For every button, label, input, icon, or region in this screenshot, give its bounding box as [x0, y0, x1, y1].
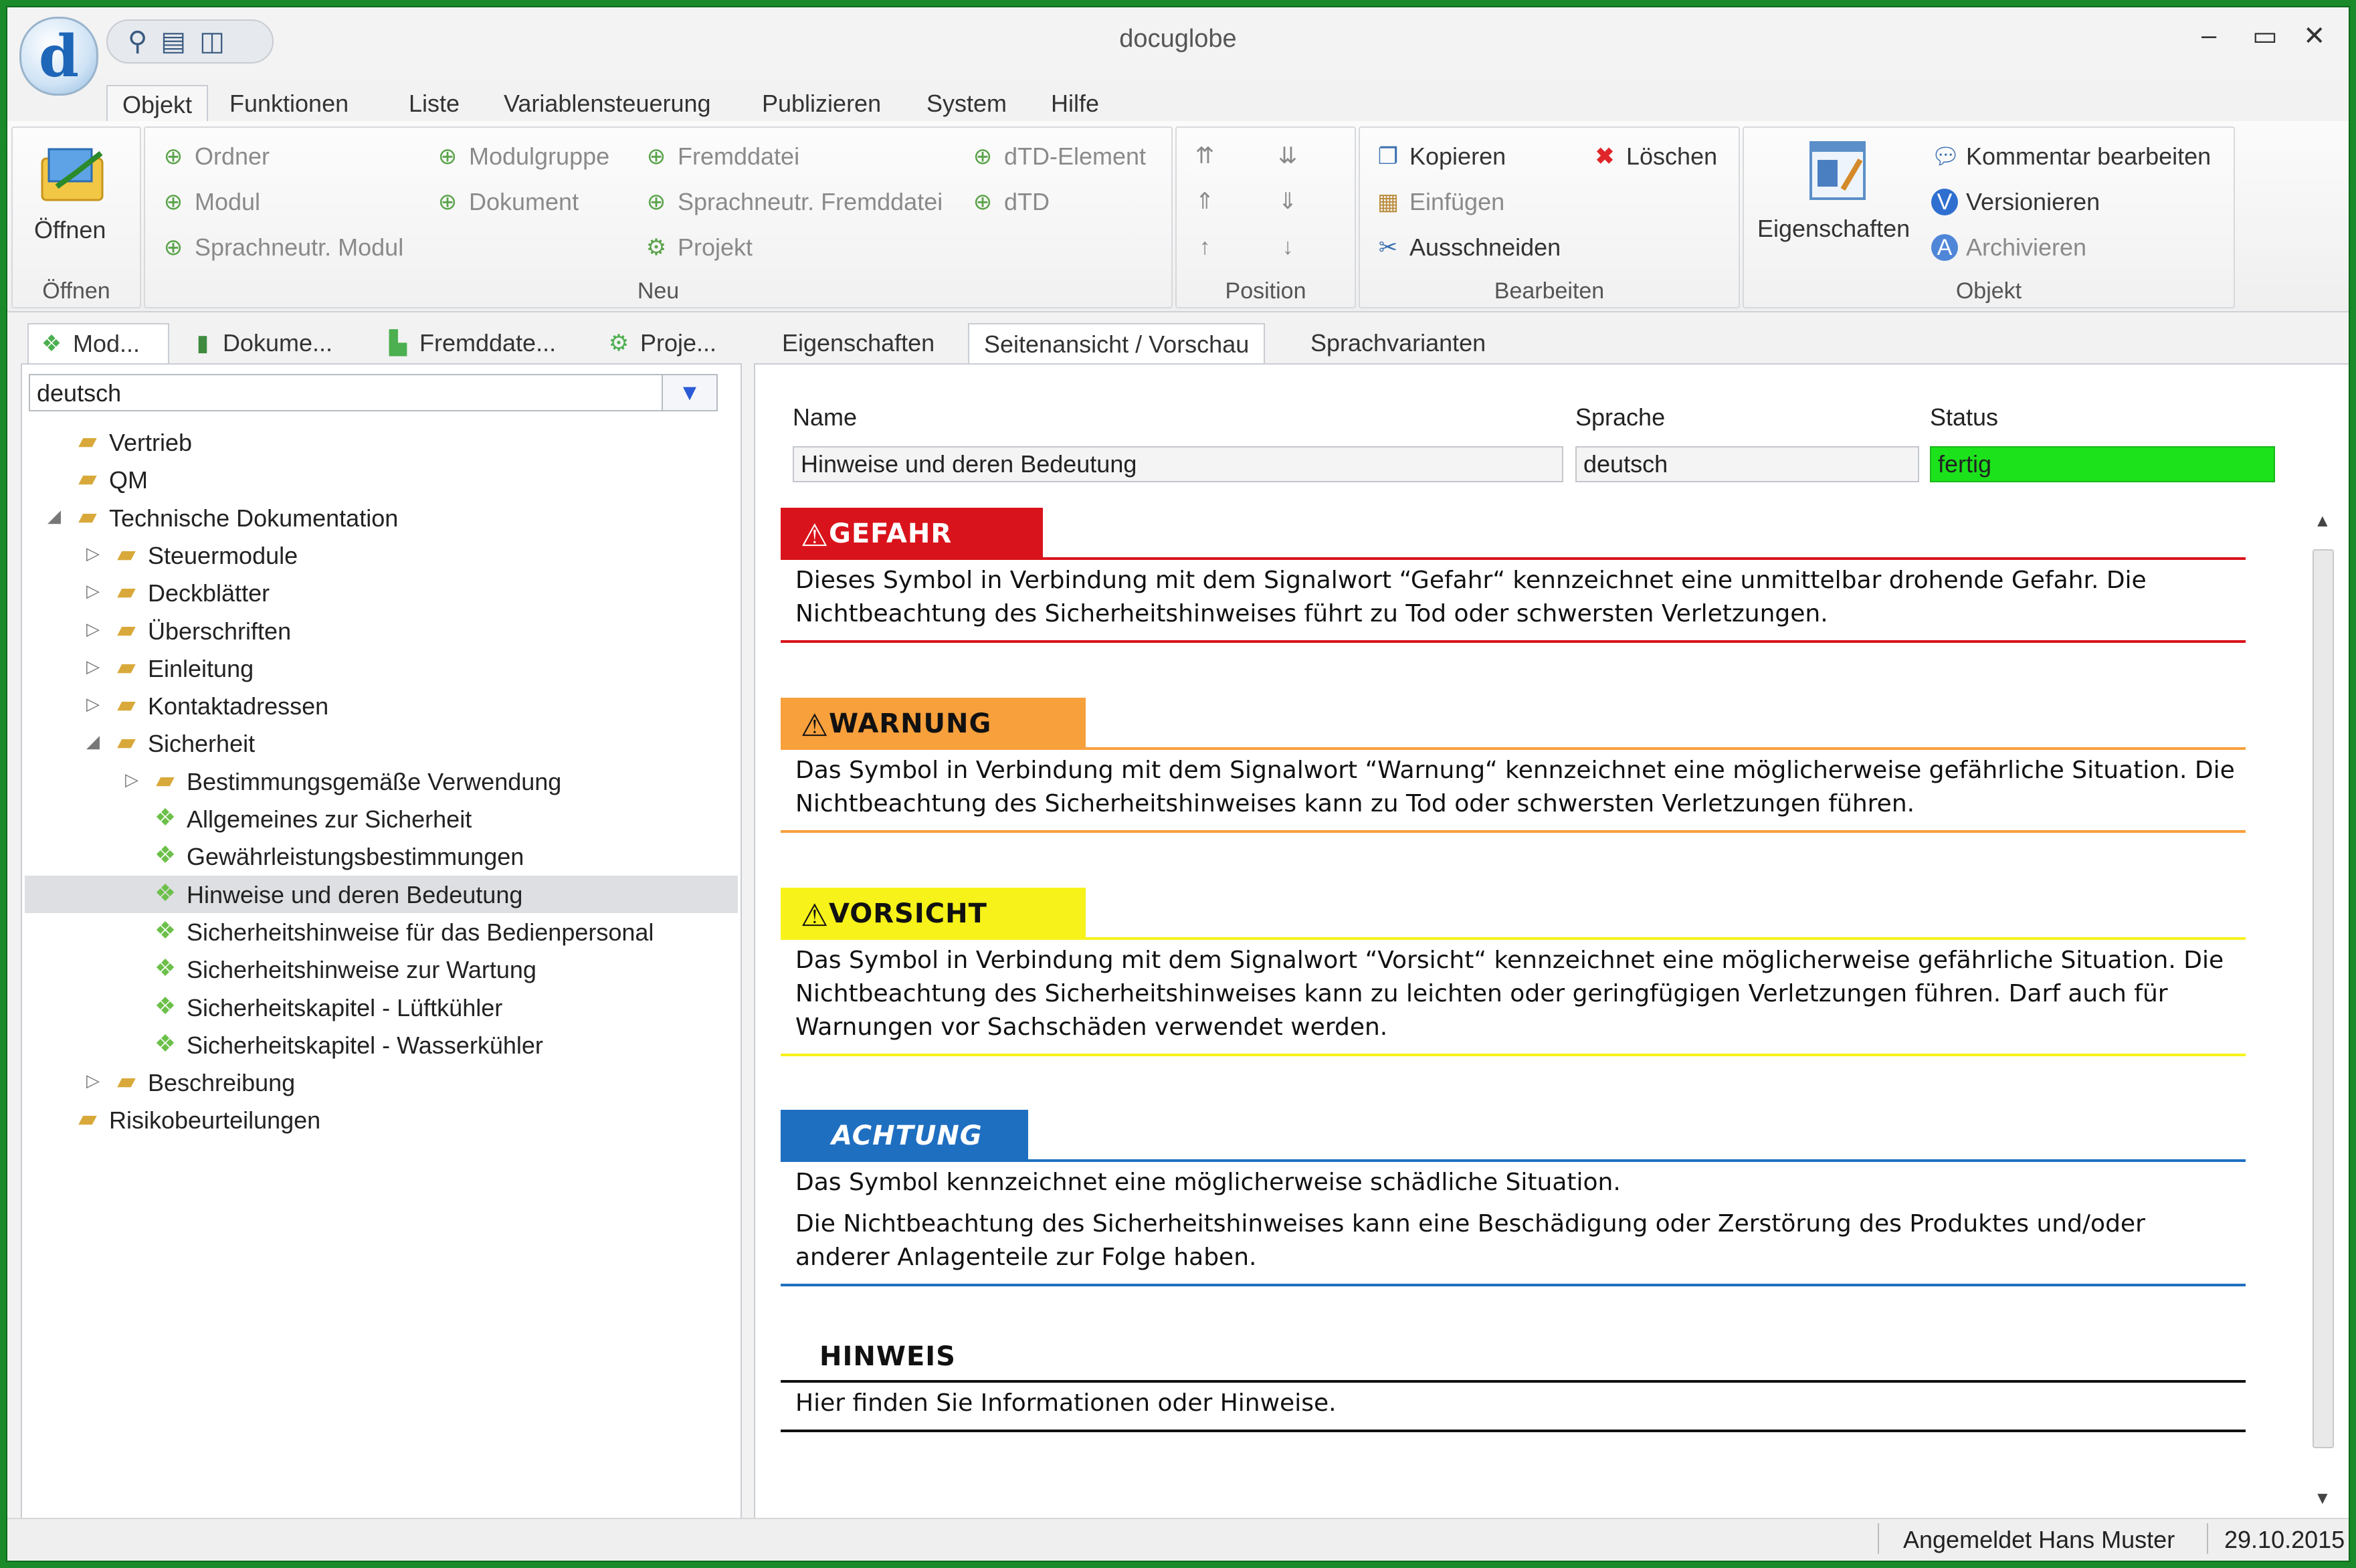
new-dtd-element-button[interactable]: ⊕ dTD-Element	[969, 142, 1146, 171]
neutral-module-plus-icon: ⊕	[163, 235, 183, 260]
language-select-value: deutsch	[37, 379, 122, 407]
project-gear-icon: ⚙	[646, 235, 667, 260]
signal-text-line: Nichtbeachtung des Sicherheitshinweises führt zu Tod oder schwersten Verletzungen.	[795, 600, 1828, 627]
preview-icon[interactable]: ⚲	[128, 27, 148, 56]
tree-item[interactable]	[25, 913, 738, 951]
tree-item-label: Bestimmungsgemäße Verwendung	[187, 767, 562, 795]
tree-item-label: QM	[109, 466, 148, 494]
tree-item-label: Hinweise und deren Bedeutung	[187, 880, 523, 908]
preview-container	[754, 363, 2350, 1527]
ribbon-group-position	[1175, 126, 1356, 308]
external-file-plus-icon: ⊕	[646, 144, 666, 169]
tree-item-label: Vertrieb	[109, 429, 193, 456]
warning-triangle-icon: ⚠	[801, 897, 829, 933]
module-plus-icon: ⊕	[163, 189, 183, 215]
signal-rule	[781, 937, 2246, 940]
signal-rule	[781, 1054, 2246, 1056]
module-cube-icon: ❖	[41, 331, 62, 357]
close-button[interactable]: ✕	[2303, 21, 2326, 51]
ribbon-group-neu	[144, 126, 1173, 308]
new-module-group-button[interactable]: ⊕ Modulgruppe	[434, 142, 609, 171]
tree-item-label: Kontaktadressen	[148, 692, 329, 720]
tab-documents[interactable]: ▮ Dokume...	[181, 323, 342, 363]
delete-button[interactable]: ✖ Löschen	[1591, 142, 1717, 171]
paste-button[interactable]: ▦ Einfügen	[1375, 188, 1504, 216]
module-group-plus-icon: ⊕	[437, 144, 458, 169]
signal-word-label	[781, 888, 1086, 940]
move-down-button[interactable]	[1274, 233, 1301, 260]
expanded-arrow-icon[interactable]: ◢	[86, 731, 100, 752]
tab-module[interactable]: ❖ Mod...	[27, 323, 169, 363]
archive-button[interactable]: A Archivieren	[1931, 233, 2086, 262]
properties-button[interactable]: Eigenschaften	[1757, 215, 1910, 242]
archive-a-icon: A	[1931, 234, 1958, 261]
version-button[interactable]: V Versionieren	[1931, 188, 2100, 216]
tree-item[interactable]	[25, 1101, 738, 1139]
tree-item-label: Steuermodule	[148, 541, 298, 569]
ribbon-group-objekt	[1743, 126, 2235, 308]
title-bar	[7, 7, 2349, 90]
menu-hilfe[interactable]: Hilfe	[1051, 90, 1100, 117]
signal-word: GEFAHR	[829, 518, 953, 549]
collapsed-arrow-icon[interactable]: ▷	[86, 543, 100, 563]
module-icon: ❖	[154, 878, 177, 906]
navigation-tabs	[21, 318, 742, 363]
status-field[interactable]: fertig	[1930, 446, 2275, 482]
group-label-neu: Neu	[637, 278, 680, 304]
module-icon: ❖	[154, 841, 177, 869]
module-icon: ❖	[154, 803, 177, 831]
module-icon: ❖	[154, 1029, 177, 1057]
move-top-button[interactable]	[1191, 142, 1218, 169]
name-field[interactable]: Hinweise und deren Bedeutung	[793, 446, 1563, 482]
scroll-down-icon[interactable]: ▼	[2314, 1488, 2331, 1508]
module-icon: ❖	[154, 991, 177, 1019]
window-title: docuglobe	[1119, 25, 1237, 53]
tree-item[interactable]	[25, 574, 738, 611]
new-neutral-module-button[interactable]: ⊕ Sprachneutr. Modul	[160, 233, 403, 262]
signal-rule	[781, 1159, 2246, 1162]
menu-liste[interactable]: Liste	[409, 90, 460, 117]
document-plus-icon: ⊕	[437, 189, 458, 215]
app-logo-button[interactable]: d	[19, 17, 98, 96]
group-label-position: Position	[1225, 278, 1306, 304]
chevron-down-icon[interactable]: ▼	[662, 375, 716, 410]
signal-word-label	[781, 508, 1043, 560]
signal-text-line: Die Nichtbeachtung des Sicherheitshinweises kann eine Beschädigung oder Zerstörung des Produktes und/oder	[795, 1210, 2145, 1238]
dtd-icon: ⊕	[973, 189, 993, 215]
edit-comment-button[interactable]: 💬︎ Kommentar bearbeiten	[1931, 142, 2212, 170]
tree-item-label: Sicherheitskapitel - Wasserkühler	[187, 1031, 543, 1059]
group-label-bearbeiten: Bearbeiten	[1494, 278, 1605, 304]
tree-container	[21, 363, 742, 1527]
paste-icon: ▦	[1377, 189, 1399, 215]
tab-external-files[interactable]: ▙ Fremddate...	[375, 323, 576, 363]
folder-icon: ▰	[117, 690, 136, 718]
new-neutral-external-file-button[interactable]: ⊕ Sprachneutr. Fremddatei	[643, 188, 943, 216]
name-label: Name	[793, 403, 858, 431]
folder-icon: ▰	[78, 464, 97, 492]
move-up-button[interactable]	[1191, 233, 1218, 260]
tree-item-label: Technische Dokumentation	[109, 504, 399, 532]
module-icon: ❖	[154, 916, 177, 944]
language-select[interactable]	[29, 374, 718, 411]
signal-rule	[781, 1284, 2246, 1286]
tree-item-label: Sicherheitshinweise für das Bedienpersonal	[187, 918, 654, 946]
tab-eigenschaften[interactable]: Eigenschaften	[782, 329, 935, 357]
signal-rule	[781, 1430, 2246, 1432]
signal-text-line: Nichtbeachtung des Sicherheitshinweises kann zu Tod oder schwersten Verletzungen führen.	[795, 790, 1915, 817]
tree-item-label: Überschriften	[148, 617, 292, 645]
folder-plus-icon: ⊕	[163, 144, 183, 169]
sprache-label: Sprache	[1575, 403, 1666, 431]
tree-item-label: Risikobeurteilungen	[109, 1106, 321, 1135]
tab-seitenansicht[interactable]: Seitenansicht / Vorschau	[968, 323, 1265, 363]
signal-rule	[781, 557, 2246, 560]
minimize-button[interactable]: –	[2201, 21, 2217, 50]
open-button[interactable]: Öffnen	[34, 216, 106, 243]
collapsed-arrow-icon[interactable]: ▷	[86, 618, 100, 639]
scroll-thumb[interactable]	[2313, 549, 2334, 1448]
external-file-icon: ▙	[389, 330, 407, 356]
folder-icon: ▰	[117, 577, 136, 605]
signal-text-line: anderer Anlagenteile zur Folge haben.	[795, 1244, 1257, 1271]
signal-word-label	[781, 1110, 1028, 1162]
language-field[interactable]: deutsch	[1575, 446, 1919, 482]
folder-icon: ▰	[117, 1067, 136, 1095]
arrow-up-icon: ↑	[1199, 234, 1211, 260]
cut-button[interactable]: ✂ Ausschneiden	[1375, 233, 1561, 262]
arrow-up-double-icon: ⇑	[1195, 189, 1215, 214]
tree-item-label: Sicherheitshinweise zur Wartung	[187, 956, 536, 984]
ribbon	[7, 121, 2349, 312]
tree-item[interactable]	[25, 989, 738, 1026]
signal-text-line: Dieses Symbol in Verbindung mit dem Signalwort “Gefahr“ kennzeichnet eine unmittelbar drohende Gefahr. Die	[795, 567, 2147, 594]
tree-item[interactable]	[25, 461, 738, 498]
navigation-panel	[21, 318, 742, 1522]
signal-word-label	[781, 698, 1086, 750]
signal-word: VORSICHT	[829, 898, 987, 929]
tab-projects[interactable]: ⚙ Proje...	[596, 323, 737, 363]
folder-icon: ▰	[117, 652, 136, 680]
delete-x-icon: ✖	[1595, 144, 1615, 169]
preview-scrollbar[interactable]	[2307, 508, 2337, 1511]
scissors-icon: ✂	[1378, 235, 1398, 260]
signal-text-line: Das Symbol in Verbindung mit dem Signalwort “Vorsicht“ kennzeichnet eine möglicherweise gefährliche Situation. Die	[795, 947, 2224, 974]
collapsed-arrow-icon[interactable]: ▷	[86, 581, 100, 601]
tree-item-label: Gewährleistungsbestimmungen	[187, 843, 524, 871]
menu-publizieren[interactable]: Publizieren	[762, 90, 882, 117]
warning-triangle-icon: ⚠	[801, 707, 829, 743]
collapsed-arrow-icon[interactable]: ▷	[86, 656, 100, 676]
detail-panel	[754, 318, 2350, 1522]
project-gear-icon: ⚙	[608, 330, 629, 356]
collapsed-arrow-icon[interactable]: ▷	[86, 1070, 100, 1091]
folder-icon: ▰	[78, 502, 97, 530]
tree-item[interactable]	[25, 612, 738, 650]
menu-system[interactable]: System	[926, 90, 1007, 117]
dtd-element-icon: ⊕	[973, 144, 993, 169]
scroll-up-icon[interactable]: ▲	[2314, 510, 2331, 530]
signal-word: HINWEIS	[819, 1341, 956, 1372]
tree-item[interactable]	[25, 536, 738, 574]
tab-sprachvarianten[interactable]: Sprachvarianten	[1310, 329, 1486, 357]
collapsed-arrow-icon[interactable]: ▷	[86, 694, 100, 714]
app-window	[6, 6, 2350, 1562]
neutral-file-plus-icon: ⊕	[646, 189, 666, 215]
tree-item[interactable]	[25, 499, 738, 536]
menu-variablensteuerung[interactable]: Variablensteuerung	[504, 90, 711, 117]
folder-icon: ▰	[78, 1104, 97, 1133]
status-separator	[1878, 1523, 1879, 1554]
ribbon-group-bearbeiten	[1359, 126, 1740, 308]
tree-item[interactable]	[25, 763, 738, 800]
page-preview	[781, 508, 2303, 1511]
signal-text-line: Das Symbol in Verbindung mit dem Signalwort “Warnung“ kennzeichnet eine möglicherweise gefährliche Situation. Die	[795, 757, 2235, 784]
tree-item[interactable]	[25, 687, 738, 724]
status-date: 29.10.2015	[2224, 1526, 2345, 1553]
signal-rule	[781, 1380, 2246, 1383]
folder-icon: ▰	[117, 615, 136, 643]
group-label-objekt: Objekt	[1955, 278, 2022, 304]
tree-item-label: Sicherheitskapitel - Lüftkühler	[187, 993, 503, 1021]
copy-icon: ❐	[1377, 144, 1399, 169]
tree-item-label: Sicherheit	[148, 730, 256, 758]
new-module-button[interactable]: ⊕ Modul	[160, 188, 260, 216]
signal-rule	[781, 747, 2246, 750]
version-v-icon: V	[1931, 189, 1958, 215]
new-folder-button[interactable]: ⊕ Ordner	[160, 142, 270, 171]
move-down-level-button[interactable]	[1274, 188, 1301, 215]
copy-button[interactable]: ❐ Kopieren	[1375, 142, 1506, 171]
signal-text-line: Warnungen vor Sachschäden verwendet werden.	[795, 1013, 1388, 1041]
tree-item[interactable]	[25, 1026, 738, 1064]
tree-item[interactable]	[25, 650, 738, 687]
new-dtd-button[interactable]: ⊕ dTD	[969, 188, 1050, 216]
folder-icon: ▰	[117, 728, 136, 756]
tree-item-label: Deckblätter	[148, 579, 270, 607]
signal-rule	[781, 830, 2246, 833]
warning-triangle-icon: ⚠	[801, 517, 829, 553]
tree-item-label: Beschreibung	[148, 1069, 296, 1097]
signal-word: ACHTUNG	[831, 1120, 983, 1151]
signal-word: WARNUNG	[829, 708, 992, 739]
arrow-down-icon: ↓	[1282, 234, 1294, 260]
move-bottom-button[interactable]	[1274, 142, 1301, 169]
new-external-file-button[interactable]: ⊕ Fremddatei	[643, 142, 799, 171]
module-icon: ❖	[154, 954, 177, 982]
new-project-button[interactable]: ⚙ Projekt	[643, 233, 753, 262]
arrow-top-icon: ⇈	[1195, 143, 1215, 169]
tree-item[interactable]	[25, 838, 738, 875]
status-label: Status	[1930, 403, 1999, 431]
maximize-button[interactable]: ▭	[2252, 21, 2278, 51]
logged-in-user: Angemeldet Hans Muster	[1903, 1526, 2175, 1553]
status-separator	[2207, 1523, 2208, 1554]
expanded-arrow-icon[interactable]: ◢	[47, 505, 61, 526]
properties-icon	[1804, 137, 1871, 204]
tree-item[interactable]	[25, 1064, 738, 1101]
tree-item-label: Allgemeines zur Sicherheit	[187, 805, 472, 833]
folder-icon: ▰	[117, 539, 136, 567]
open-folder-icon	[37, 140, 110, 207]
tree-item[interactable]	[25, 423, 738, 461]
layout-icon[interactable]: ◫	[199, 27, 225, 56]
signal-text-line: Nichtbeachtung des Sicherheitshinweises kann zu leichten oder geringfügigen Verletzungen führen. Darf auch für	[795, 980, 2168, 1007]
signal-text-line: Das Symbol kennzeichnet eine möglicherweise schädliche Situation.	[795, 1169, 1621, 1196]
folder-icon: ▰	[156, 765, 175, 793]
tree-item[interactable]	[25, 800, 738, 838]
signal-rule	[781, 640, 2246, 643]
tree-item-label: Einleitung	[148, 654, 254, 682]
folder-icon: ▰	[78, 427, 97, 454]
arrow-down-double-icon: ⇓	[1278, 189, 1298, 214]
tree-item[interactable]	[25, 951, 738, 988]
menu-funktionen[interactable]: Funktionen	[229, 90, 349, 117]
collapsed-arrow-icon[interactable]: ▷	[125, 769, 138, 789]
status-bar	[7, 1518, 2349, 1561]
signal-word-label	[781, 1331, 956, 1383]
new-document-button[interactable]: ⊕ Dokument	[434, 188, 579, 216]
document-icon: ▮	[196, 330, 209, 356]
comment-icon: 💬︎	[1931, 144, 1961, 169]
group-label-oeffnen: Öffnen	[42, 278, 110, 304]
menu-bar	[7, 74, 2349, 122]
tree-item[interactable]	[25, 724, 738, 762]
move-up-level-button[interactable]	[1191, 188, 1218, 215]
menu-objekt[interactable]: Objekt	[106, 85, 208, 124]
arrow-bottom-icon: ⇊	[1278, 143, 1298, 169]
ribbon-group-oeffnen	[11, 126, 141, 308]
open-folder-icon[interactable]: ▤	[161, 27, 187, 56]
tree-item[interactable]	[25, 876, 738, 913]
signal-text-line: Hier finden Sie Informationen oder Hinweise.	[795, 1389, 1337, 1417]
